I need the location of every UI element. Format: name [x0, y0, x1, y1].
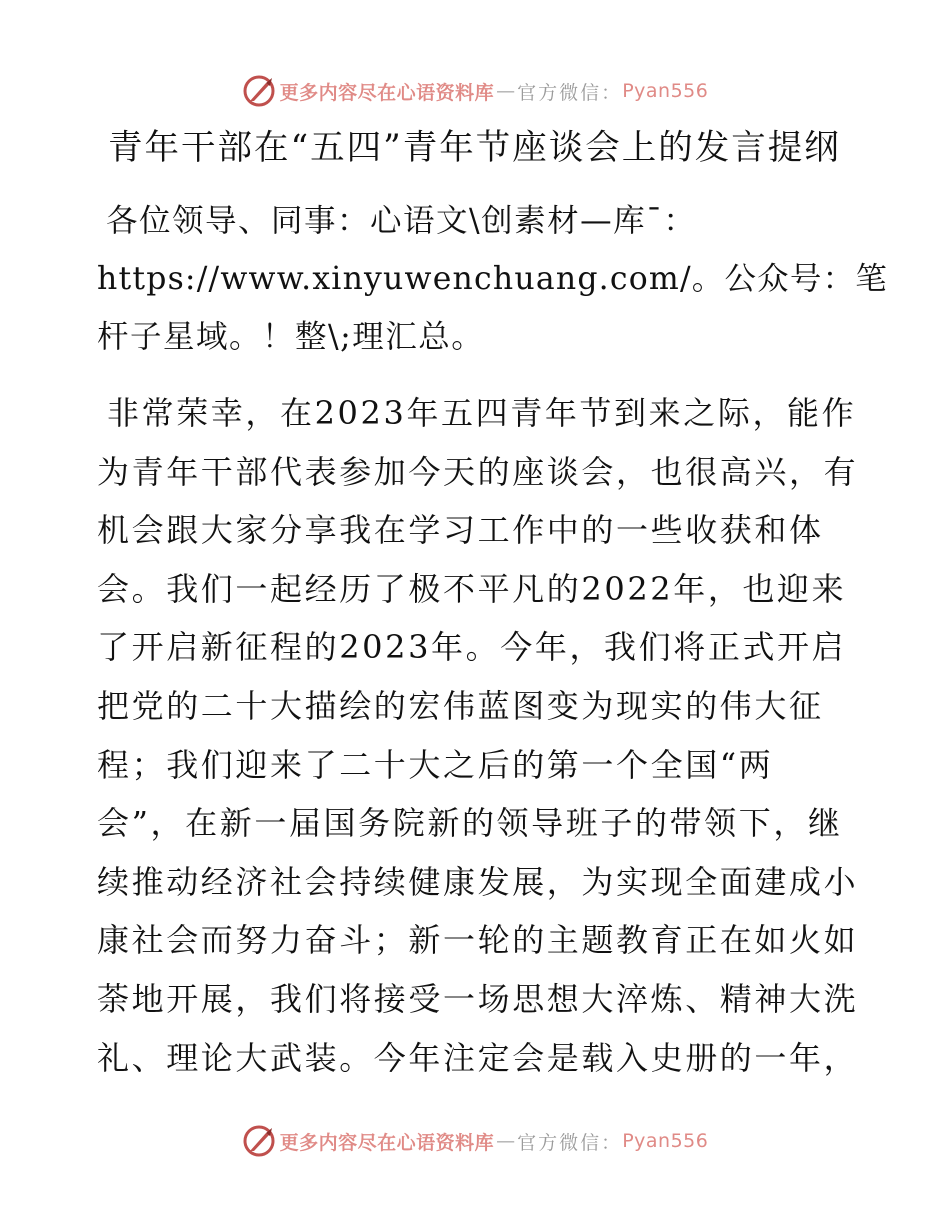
- watermark-contact-id: Pyan556: [622, 80, 709, 102]
- greeting-line: 各位领导、同事：心语文\创素材—库¯：: [106, 203, 697, 239]
- paragraph-line: 把党的二十大描绘的宏伟蓝图变为现实的伟大征: [97, 686, 824, 725]
- paragraph-line: 程；我们迎来了二十大之后的第一个全国“两: [97, 745, 774, 784]
- paragraph-line: 荼地开展，我们将接受一场思想大淬炼、精神大洗: [97, 979, 859, 1018]
- watermark-dash: —: [496, 1130, 516, 1152]
- quill-logo-icon: [242, 1124, 276, 1158]
- paragraph-line: 会”，在新一届国务院新的领导班子的带领下，继: [97, 804, 843, 843]
- watermark-contact-label: 官方微信：: [517, 81, 623, 104]
- header-watermark: [0, 71, 950, 111]
- footer-watermark: [0, 1121, 950, 1161]
- paragraph-line: 礼、理论大武装。今年注定会是载入史册的一年，: [97, 1038, 859, 1077]
- paragraph-line: 会。我们一起经历了极不平凡的2022年，也迎来: [97, 569, 847, 608]
- greeting-line: https://www.xinyuwenchuang.com/。公众号：笔: [97, 261, 888, 297]
- paragraph-line: 康社会而努力奋斗；新一轮的主题教育正在如火如: [97, 921, 859, 960]
- paragraph-line: 为青年干部代表参加今天的座谈会，也很高兴，有: [97, 452, 859, 491]
- paragraph-line: 非常荣幸，在2023年五四青年节到来之际，能作: [107, 394, 857, 432]
- watermark-site-text: 更多内容尽在心语资料库: [279, 81, 495, 104]
- watermark-contact-label: 官方微信：: [517, 1131, 623, 1154]
- greeting-block: [97, 192, 888, 366]
- document-title: 青年干部在“五四”青年节座谈会上的发言提纲: [108, 128, 841, 168]
- greeting-line: 杆子星域。！整\;理汇总。: [97, 319, 485, 355]
- watermark-contact-id: Pyan556: [622, 1130, 709, 1152]
- paragraph-line: 续推动经济社会持续健康发展，为实现全面建成小: [97, 862, 859, 901]
- paragraph-line: 机会跟大家分享我在学习工作中的一些收获和体: [97, 511, 824, 550]
- paragraph-line: 了开启新征程的2023年。今年，我们将正式开启: [97, 628, 847, 667]
- watermark-dash: —: [496, 80, 516, 102]
- quill-logo-icon: [242, 74, 276, 108]
- watermark-site-text: 更多内容尽在心语资料库: [279, 1131, 495, 1154]
- body-paragraph: [97, 384, 859, 1087]
